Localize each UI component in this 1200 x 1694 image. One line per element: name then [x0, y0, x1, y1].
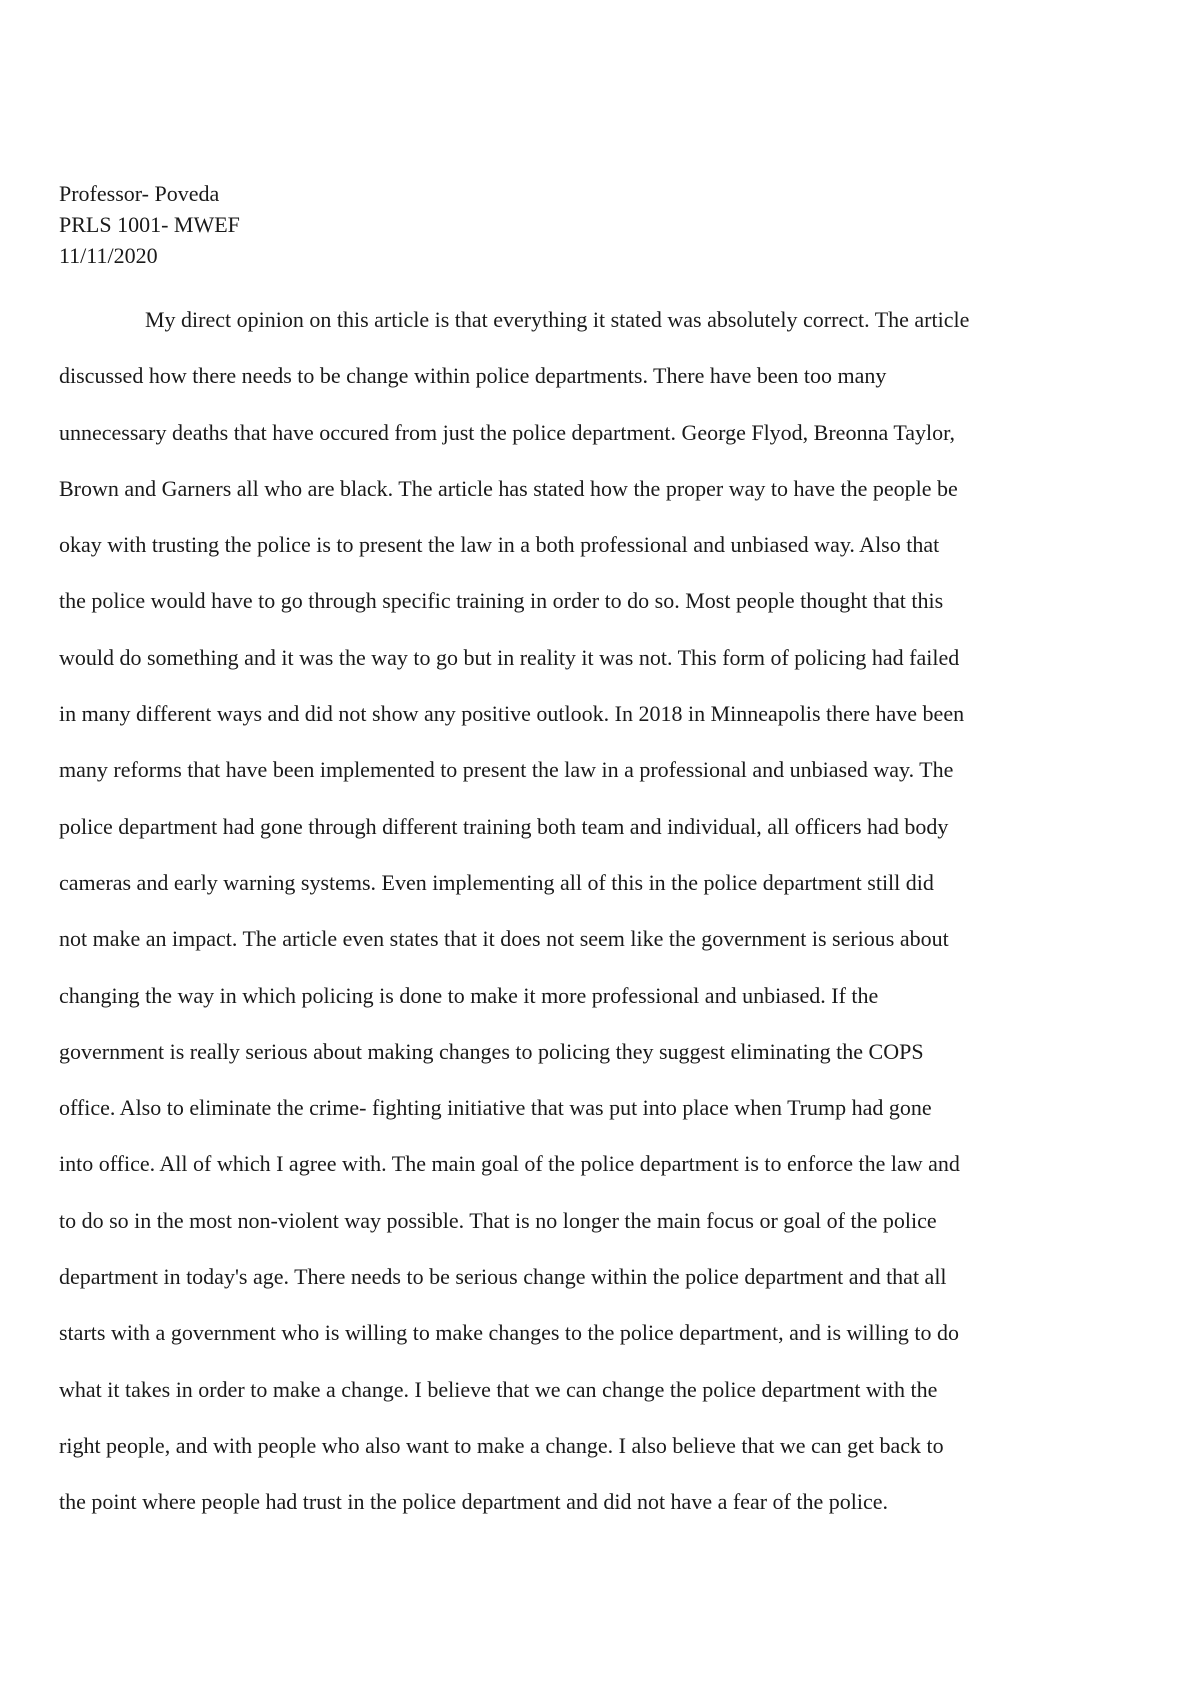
- document-date: 11/11/2020: [59, 243, 158, 268]
- essay-line: right people, and with people who also want to make a change. I also believe that we can get back to: [59, 1432, 944, 1458]
- essay-line: the police would have to go through specific training in order to do so. Most people thought that this: [59, 588, 944, 614]
- essay-line: would do something and it was the way to go but in reality it was not. This form of policing had failed: [59, 644, 960, 670]
- essay-line: starts with a government who is willing to make changes to the police department, and is willing to do: [59, 1320, 959, 1346]
- essay-line: cameras and early warning systems. Even implementing all of this in the police department still did: [59, 869, 934, 895]
- essay-line: government is really serious about making changes to policing they suggest eliminating the COPS: [59, 1038, 924, 1064]
- document-header: [59, 178, 240, 271]
- essay-line: department in today's age. There needs to be serious change within the police department and that all: [59, 1264, 947, 1290]
- essay-line: My direct opinion on this article is that everything it stated was absolutely correct. The article: [145, 307, 970, 332]
- essay-line: office. Also to eliminate the crime- fighting initiative that was put into place when Trump had gone: [59, 1095, 932, 1121]
- course-code: PRLS 1001- MWEF: [59, 212, 240, 237]
- essay-line: okay with trusting the police is to present the law in a both professional and unbiased way. Also that: [59, 532, 940, 558]
- essay-line: not make an impact. The article even states that it does not seem like the government is serious about: [59, 926, 949, 952]
- essay-body: [59, 305, 1119, 1544]
- essay-line: the point where people had trust in the police department and did not have a fear of the police.: [59, 1489, 888, 1515]
- essay-line: into office. All of which I agree with. The main goal of the police department is to enforce the law and: [59, 1151, 960, 1177]
- essay-line: police department had gone through different training both team and individual, all officers had body: [59, 813, 949, 839]
- essay-line: changing the way in which policing is done to make it more professional and unbiased. If the: [59, 982, 879, 1008]
- essay-line: to do so in the most non-violent way possible. That is no longer the main focus or goal of the police: [59, 1207, 937, 1233]
- essay-line: Brown and Garners all who are black. The article has stated how the proper way to have the people be: [59, 475, 958, 501]
- essay-line: discussed how there needs to be change within police departments. There have been too many: [59, 363, 887, 389]
- essay-line: many reforms that have been implemented to present the law in a professional and unbiased way. The: [59, 757, 954, 783]
- essay-line: unnecessary deaths that have occured from just the police department. George Flyod, Breonna Taylor,: [59, 419, 956, 445]
- essay-line: in many different ways and did not show any positive outlook. In 2018 in Minneapolis there have been: [59, 701, 965, 727]
- essay-line: what it takes in order to make a change. I believe that we can change the police department with the: [59, 1376, 938, 1402]
- professor-name: Professor- Poveda: [59, 181, 220, 206]
